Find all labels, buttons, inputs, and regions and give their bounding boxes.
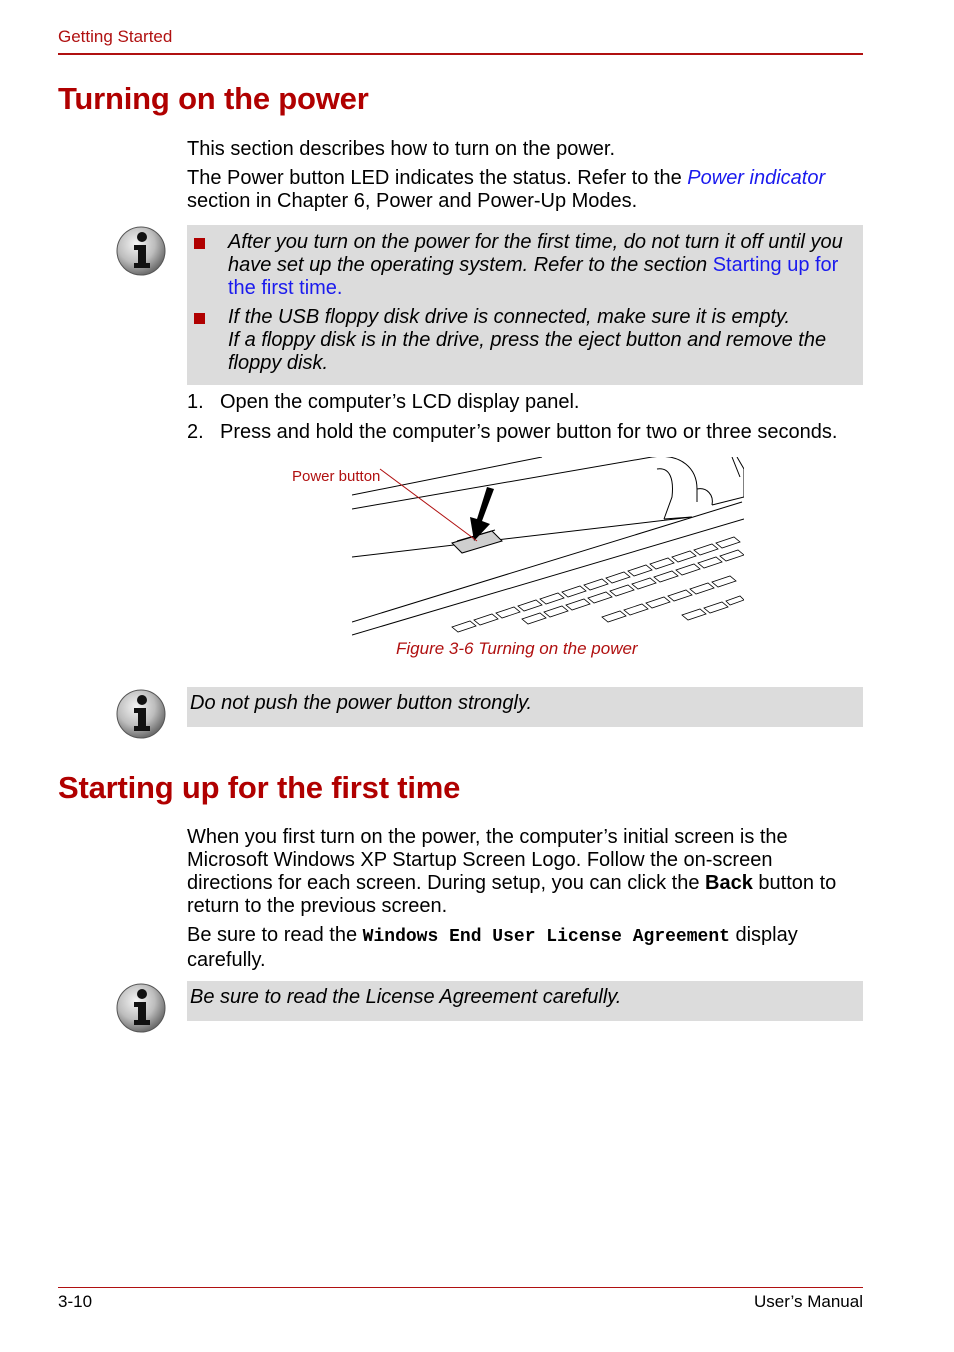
- note-text: If a floppy disk is in the drive, press the eject button and remove the: [228, 329, 827, 351]
- note-box-license: [187, 981, 863, 1021]
- note-text: have set up the operating system. Refer to the section: [228, 254, 713, 276]
- step-item: [187, 391, 579, 414]
- license-agreement-name: Windows End User License Agreement: [362, 927, 730, 947]
- info-icon: [115, 982, 167, 1034]
- section-title-starting-up: Starting up for the first time: [58, 770, 461, 805]
- power-indicator-link[interactable]: Power indicator: [687, 167, 826, 189]
- note-text: After you turn on the power for the first time, do not turn it off until you: [228, 231, 843, 253]
- note-text: floppy disk.: [228, 352, 329, 374]
- intro-paragraph: This section describes how to turn on the power.: [187, 138, 616, 160]
- back-button-label: Back: [705, 872, 753, 894]
- note-text: If the USB floppy disk drive is connected, make sure it is empty.: [228, 306, 791, 328]
- page-number: 3-10: [58, 1292, 93, 1311]
- info-icon: [115, 688, 167, 740]
- note-text: Do not push the power button strongly.: [190, 692, 533, 714]
- bullet-square-icon: [194, 313, 205, 324]
- paragraph-line: Be sure to read the: [187, 924, 363, 946]
- step-number: 1.: [187, 391, 204, 413]
- paragraph-line: carefully.: [187, 949, 266, 971]
- note-bullet: [194, 306, 859, 375]
- paragraph-line: button to: [752, 872, 837, 894]
- paragraph-line: Microsoft Windows XP Startup Screen Logo. Follow the on-screen: [187, 849, 773, 871]
- note-box-push-strongly: [187, 687, 863, 727]
- manual-title: User’s Manual: [754, 1292, 863, 1311]
- power-led-text: The Power button LED indicates the status. Refer to the: [187, 167, 688, 189]
- figure-callout-label: Power button: [292, 468, 381, 485]
- starting-up-link[interactable]: Starting up for: [712, 254, 839, 276]
- paragraph-line: directions for each screen. During setup, you can click the: [187, 872, 706, 894]
- step-item: [187, 421, 837, 444]
- running-header: Getting Started: [58, 27, 173, 46]
- info-icon: [115, 225, 167, 277]
- step-text: Press and hold the computer’s power button for two or three seconds.: [220, 421, 838, 443]
- header-rule: [58, 53, 863, 55]
- step-number: 2.: [187, 421, 204, 443]
- license-paragraph: [187, 924, 863, 972]
- bullet-square-icon: [194, 238, 205, 249]
- starting-up-link-cont[interactable]: the first time.: [228, 277, 343, 299]
- paragraph-line: When you first turn on the power, the computer’s initial screen is the: [187, 826, 788, 848]
- footer-rule: [58, 1287, 863, 1288]
- laptop-illustration: [352, 457, 744, 637]
- power-led-text-end: section in Chapter 6, Power and Power-Up Modes.: [187, 190, 638, 212]
- note-box-first-power: [187, 225, 863, 385]
- paragraph-line: display: [729, 924, 798, 946]
- startup-paragraph: [187, 826, 863, 918]
- note-bullet: [194, 231, 859, 300]
- note-text: Be sure to read the License Agreement carefully.: [190, 986, 622, 1008]
- step-text: Open the computer’s LCD display panel.: [220, 391, 580, 413]
- paragraph-line: return to the previous screen.: [187, 895, 448, 917]
- section-title-turning-on: Turning on the power: [58, 81, 369, 116]
- power-led-paragraph: [187, 167, 863, 213]
- figure-caption: Figure 3-6 Turning on the power: [396, 639, 638, 658]
